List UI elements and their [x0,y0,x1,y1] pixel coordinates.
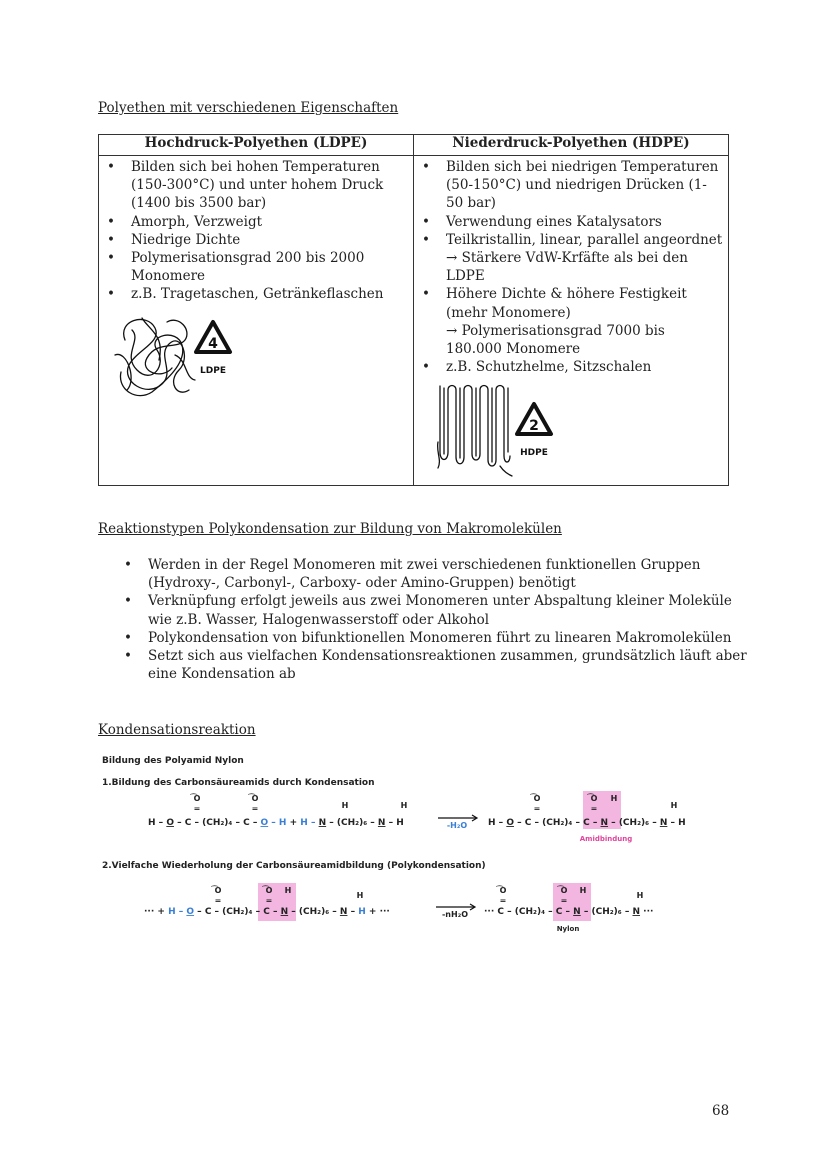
section-title-kondensation: Kondensationsreaktion [98,722,256,738]
list-item: • Verwendung eines Katalysators [446,213,724,231]
list-item: • Bilden sich bei niedrigen Temperaturen (50-150°C) und niedrigen Drücken (1-50 bar) [446,158,724,213]
list-item: • Verknüpfung erfolgt jeweils aus zwei Monomeren unter Abspaltung kleiner Moleküle wie z.B. Wasser, Halogenwasserstoff oder Alkohol [148,592,748,628]
svg-text:=: = [533,804,541,813]
polyethen-comparison-table [98,134,729,486]
recycle-2-icon [517,404,551,458]
recycle-code-hdpe: 2 [529,418,539,435]
nylon-reaction-scheme [98,748,738,948]
page-number: 68 [712,1103,730,1119]
svg-text:H: H [400,801,408,810]
svg-text:͡O: ͡O [560,886,568,895]
svg-text:H: H [579,886,587,895]
svg-text:H: H [636,891,644,900]
svg-text:=: = [590,804,598,813]
svg-text:=: = [499,896,507,905]
svg-text:͡O: ͡O [590,794,598,803]
step2-arrow-label: -nH₂O [441,910,469,919]
svg-text:H – O – C – (CH₂)₄ – C – O – H: H – O – C – (CH₂)₄ – C – O – H + H – N – (CH₂)₆ – N – H [148,818,404,828]
svg-text:H: H [670,801,678,810]
recycle-code-ldpe: 4 [208,335,218,352]
tangled-polymer-icon [115,318,195,396]
ldpe-cell [99,156,414,486]
svg-text:H: H [610,794,618,803]
svg-text:=: = [214,896,222,905]
svg-text:͡O: ͡O [251,794,259,803]
svg-text:··· + H – O – C – (CH₂)₄ – C –: ··· + H – O – C – (CH₂)₄ – C – N – (CH₂)₆ – N – H + ··· [144,907,390,917]
step1-arrow-label: -H₂O [446,821,468,830]
step1-title: 1.Bildung des Carbonsäureamids durch Kondensation [102,778,375,788]
list-item: • Amorph, Verzweigt [131,213,409,231]
svg-text:͡O: ͡O [193,794,201,803]
svg-text:H: H [284,886,292,895]
svg-text:=: = [193,804,201,813]
svg-text:=: = [265,896,273,905]
list-item: • Niedrige Dichte [131,231,409,249]
svg-text:H – O – C – (CH₂)₄ – C – N – (: H – O – C – (CH₂)₄ – C – N – (CH₂)₆ – N – H [488,818,686,828]
svg-text:͡O: ͡O [533,794,541,803]
list-item: • Polymerisationsgrad 200 bis 2000 Monomere [131,249,409,285]
list-item: • z.B. Schutzhelme, Sitzschalen [446,358,724,376]
hdpe-illustration [434,382,574,478]
step1-equation [148,791,686,843]
nylon-label: Nylon [556,925,580,933]
hdpe-sub-note-1: → Stärkere VdW-Krfäfte als bei den LDPE [446,250,688,285]
polykondensation-list [148,556,748,683]
svg-text:··· C – (CH₂)₄ – C – N – (CH₂): ··· C – (CH₂)₄ – C – N – (CH₂)₆ – N ··· [484,907,654,917]
ldpe-header: Hochdruck-Polyethen (LDPE) [99,135,414,156]
list-item: • Polykondensation von bifunktionellen Monomeren führt zu linearen Makromolekülen [148,629,748,647]
list-item: • Teilkristallin, linear, parallel angeordnet → Stärkere VdW-Krfäfte als bei den LDPE [446,231,724,286]
svg-text:͡O: ͡O [214,886,222,895]
svg-text:H: H [341,801,349,810]
ldpe-illustration [107,310,257,405]
list-item: • z.B. Tragetaschen, Getränkeflaschen [131,285,409,303]
hdpe-sub-note-2: → Polymerisationsgrad 7000 bis 180.000 Monomere [446,322,665,358]
section-title-polyethen: Polyethen mit verschiedenen Eigenschaften [98,100,399,116]
recycle-label-ldpe: LDPE [200,365,226,376]
hdpe-list [418,158,724,376]
recycle-label-hdpe: HDPE [520,448,548,459]
step2-equation [144,883,653,933]
ldpe-list [103,158,409,304]
svg-text:͡O: ͡O [265,886,273,895]
linear-polymer-icon [438,386,512,477]
section-title-polykondensation: Reaktionstypen Polykondensation zur Bildung von Makromolekülen [98,521,562,537]
hdpe-header: Niederdruck-Polyethen (HDPE) [414,135,729,156]
svg-text:=: = [251,804,259,813]
svg-text:=: = [560,896,568,905]
step2-title: 2.Vielfache Wiederholung der Carbonsäureamidbildung (Polykondensation) [102,861,486,871]
list-item: • Setzt sich aus vielfachen Kondensationsreaktionen zusammen, grundsätzlich läuft aber eine Kondensation ab [148,647,748,683]
recycle-4-icon [196,322,230,376]
svg-text:H: H [356,891,364,900]
list-item: • Höhere Dichte & höhere Festigkeit (mehr Monomere) → Polymerisationsgrad 7000 bis 180.000 Monomere [446,285,724,358]
list-item: • Bilden sich bei hohen Temperaturen (150-300°C) und unter hohem Druck (1400 bis 3500 bar) [131,158,409,213]
amide-bond-label: Amidbindung [579,835,633,843]
svg-text:͡O: ͡O [499,886,507,895]
reaction-subtitle: Bildung des Polyamid Nylon [102,756,244,766]
list-item: • Werden in der Regel Monomeren mit zwei verschiedenen funktionellen Gruppen (Hydroxy-, Carbonyl-, Carboxy- oder Amino-Gruppen) benötigt [148,556,748,592]
hdpe-cell [414,156,729,486]
